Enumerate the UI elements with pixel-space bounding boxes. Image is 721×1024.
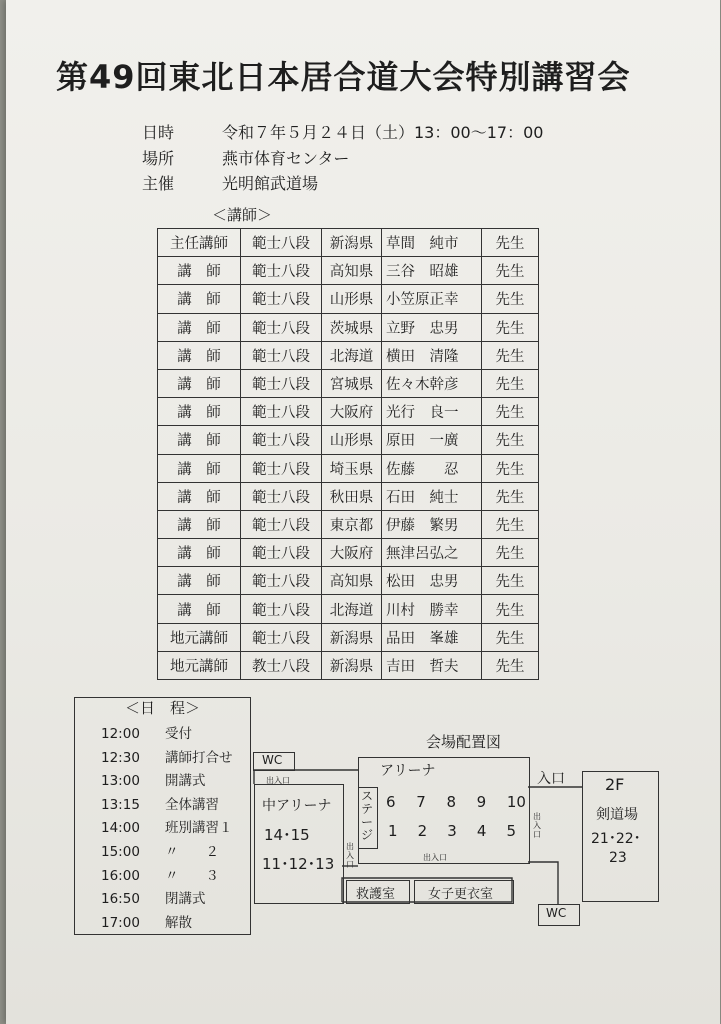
kendo-hall-row2: 23 [609,850,627,866]
instructor-name: 横田 清隆 [382,341,482,369]
instructor-prefecture: 埼玉県 [322,454,382,482]
instructor-role: 講 師 [158,454,241,482]
instructor-role: 講 師 [158,567,241,595]
instructor-rank: 範士八段 [241,623,322,651]
arena-number-8: 8 [446,793,456,811]
instructor-role: 講 師 [158,285,241,313]
arena-label: アリーナ [380,763,436,779]
schedule-time: 12:30 [101,749,140,766]
instructor-name: 川村 勝幸 [382,595,482,623]
schedule-event: 班別講習１ [165,820,233,837]
instructor-role: 講 師 [158,341,241,369]
info-host-value: 光明館武道場 [222,174,319,193]
schedule-time: 13:15 [101,796,140,813]
instructor-name: 吉田 哲夫 [382,651,482,679]
schedule-time: 12:00 [101,726,140,742]
instructor-name: 佐藤 忍 [382,454,482,482]
instructor-prefecture: 宮城県 [322,369,382,397]
floor-2f-label: 2F [605,775,625,794]
instructor-role: 講 師 [158,257,241,285]
instructor-rank: 範士八段 [241,257,322,285]
schedule-event: 受付 [165,726,192,742]
instructor-title: 先生 [482,369,539,397]
instructor-prefecture: 新潟県 [322,623,382,651]
instructor-role: 講 師 [158,426,241,454]
schedule-time: 17:00 [101,914,140,931]
entrance-small-top: 出入口 [266,776,290,785]
instructor-prefecture: 大阪府 [322,398,382,426]
mid-arena-row1: 14･15 [264,826,310,844]
info-host-key: 主催 [142,174,175,193]
instructor-title: 先生 [482,426,539,454]
instructor-rank: 範士八段 [241,341,322,369]
mid-arena-label: 中アリーナ [262,798,332,814]
instructor-rank: 範士八段 [241,595,322,623]
instructor-name: 佐々木幹彦 [382,369,482,397]
instructor-title: 先生 [482,482,539,510]
schedule-event: 〃 ２ [165,844,219,860]
instructor-name: 原田 一廣 [382,426,482,454]
instructor-role: 講 師 [158,313,241,341]
instructor-role: 講 師 [158,539,241,567]
instructor-role: 講 師 [158,595,241,623]
instructor-title: 先生 [482,285,539,313]
instructor-name: 草間 純市 [382,229,482,257]
instructor-prefecture: 茨城県 [322,313,382,341]
instructor-rank: 範士八段 [241,398,322,426]
instructor-prefecture: 大阪府 [322,539,382,567]
instructor-rank: 範士八段 [241,482,322,510]
instructor-prefecture: 東京都 [322,510,382,538]
instructor-title: 先生 [482,595,539,623]
instructor-prefecture: 北海道 [322,341,382,369]
arena-number-5: 5 [506,822,516,840]
schedule-event: 全体講習 [165,796,219,813]
stage-label: ステージ [361,789,374,842]
instructor-rank: 範士八段 [241,285,322,313]
instructor-role: 講 師 [158,510,241,538]
instructor-title: 先生 [482,313,539,341]
info-place-value: 燕市体育センター [222,149,350,168]
arena-number-3: 3 [447,822,457,840]
instructor-role: 地元講師 [158,651,241,679]
instructor-prefecture: 山形県 [322,285,382,313]
info-date-value: 令和７年５月２４日（土）13：00～17：00 [222,123,544,142]
mid-arena-row2: 11･12･13 [262,855,335,873]
instructors-heading: ＜講師＞ [212,206,273,224]
instructor-rank: 範士八段 [241,567,322,595]
instructor-title: 先生 [482,257,539,285]
instructor-title: 先生 [482,454,539,482]
kendo-hall-label: 剣道場 [596,807,638,823]
arena-number-10: 10 [506,793,526,811]
instructor-title: 先生 [482,398,539,426]
womens-changing-label: 女子更衣室 [428,887,494,902]
instructor-title: 先生 [482,510,539,538]
instructor-prefecture: 山形県 [322,426,382,454]
wc-bottom-label: WC [546,906,567,920]
schedule-event: 開講式 [165,773,206,790]
arena-number-7: 7 [416,793,426,811]
instructor-prefecture: 新潟県 [322,229,382,257]
arena-number-9: 9 [476,793,487,811]
instructor-rank: 範士八段 [241,369,322,397]
instructor-role: 地元講師 [158,623,241,651]
instructor-name: 無津呂弘之 [382,539,482,567]
entrance-small-bottom: 出入口 [423,853,447,862]
arena-number-1: 1 [388,822,398,840]
info-place-key: 場所 [142,149,175,168]
instructor-rank: 教士八段 [241,651,322,679]
schedule-event: 解散 [165,914,192,931]
instructor-prefecture: 秋田県 [322,482,382,510]
arena-number-2: 2 [417,822,428,840]
instructor-role: 講 師 [158,482,241,510]
first-aid-label: 救護室 [356,887,396,902]
instructor-rank: 範士八段 [241,313,322,341]
instructor-role: 主任講師 [158,229,241,257]
schedule-time: 16:00 [101,867,140,884]
instructor-title: 先生 [482,567,539,595]
main-entrance-label: 入口 [537,771,565,787]
arena-number-6: 6 [386,793,396,811]
instructor-rank: 範士八段 [241,426,322,454]
instructor-role: 講 師 [158,398,241,426]
entrance-small-mid: 出入口 [346,842,354,869]
instructor-rank: 範士八段 [241,539,322,567]
instructor-name: 光行 良一 [382,398,482,426]
instructor-prefecture: 新潟県 [322,651,382,679]
schedule-time: 15:00 [101,844,140,860]
instructor-name: 伊藤 繁男 [382,510,482,538]
instructor-title: 先生 [482,539,539,567]
wc-top-label: WC [262,753,283,767]
instructor-prefecture: 高知県 [322,257,382,285]
instructor-name: 立野 忠男 [382,313,482,341]
schedule-event: 講師打合せ [165,749,233,766]
instructor-name: 小笠原正幸 [382,285,482,313]
page-title: 第49回東北日本居合道大会特別講習会 [56,58,631,96]
instructor-rank: 範士八段 [241,510,322,538]
instructor-name: 松田 忠男 [382,567,482,595]
schedule-time: 13:00 [101,773,140,790]
instructor-prefecture: 北海道 [322,595,382,623]
schedule-time: 16:50 [101,891,140,908]
arena-number-4: 4 [476,822,487,840]
info-date-key: 日時 [142,123,175,142]
instructor-rank: 範士八段 [241,454,322,482]
entrance-small-right: 出入口 [533,812,541,839]
instructor-title: 先生 [482,651,539,679]
schedule-time: 14:00 [101,820,140,837]
instructor-title: 先生 [482,623,539,651]
instructor-name: 石田 純士 [382,482,482,510]
instructor-prefecture: 高知県 [322,567,382,595]
schedule-heading: ＜日 程＞ [125,699,201,717]
instructor-rank: 範士八段 [241,229,322,257]
kendo-hall-row1: 21･22･ [591,831,641,847]
venue-map-title: 会場配置図 [426,733,502,751]
schedule-event: 閉講式 [165,891,206,908]
instructor-role: 講 師 [158,369,241,397]
instructor-title: 先生 [482,341,539,369]
instructor-title: 先生 [482,229,539,257]
instructor-name: 三谷 昭雄 [382,257,482,285]
instructor-name: 品田 峯雄 [382,623,482,651]
schedule-event: 〃 ３ [165,867,219,884]
